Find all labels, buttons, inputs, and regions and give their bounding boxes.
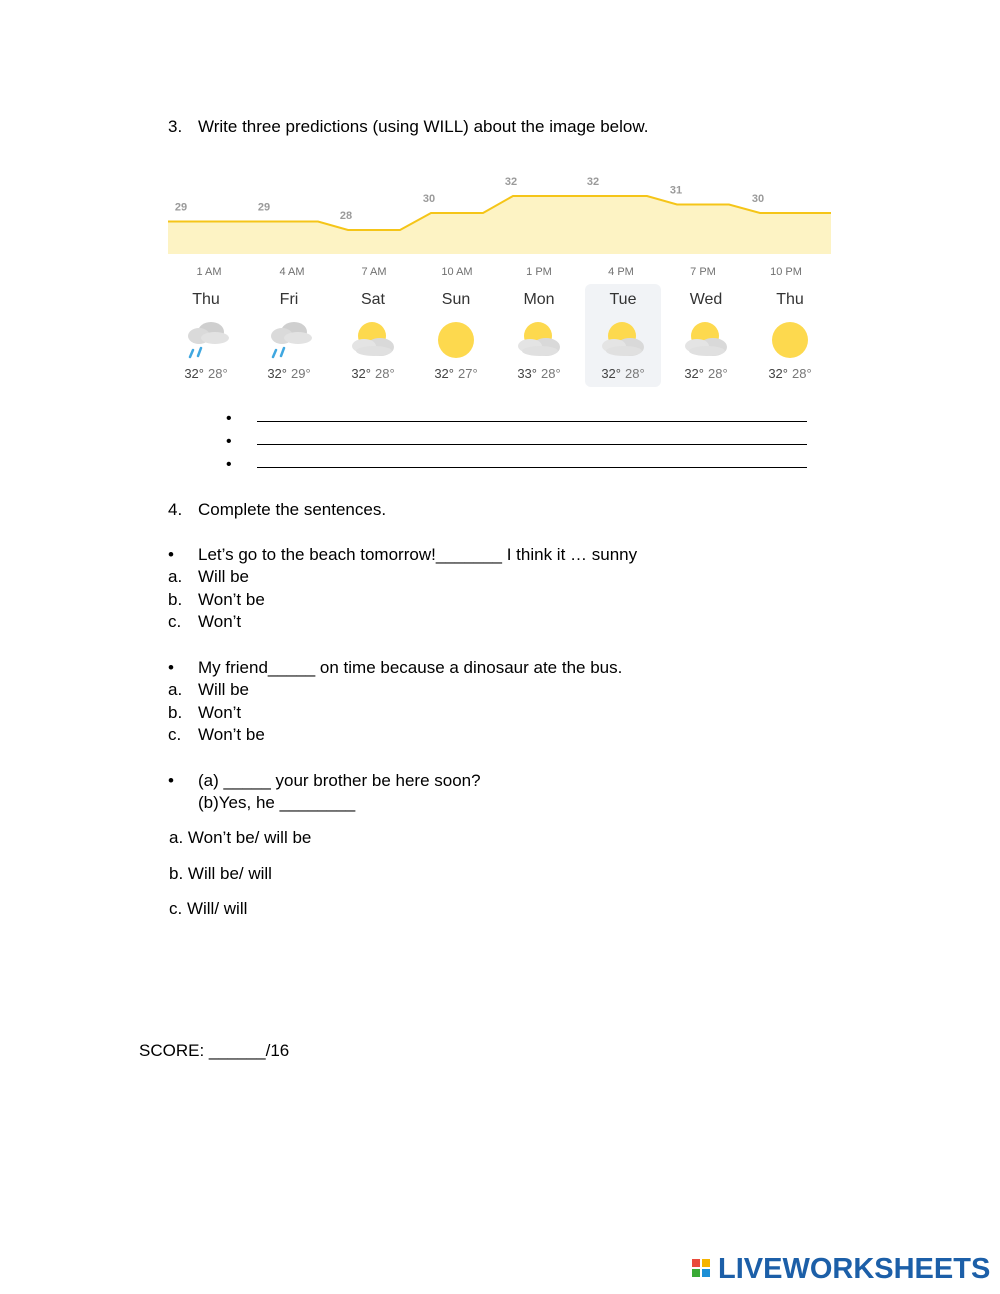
bullet: • — [226, 410, 232, 427]
temperature-label: 32 — [586, 176, 600, 188]
bullet: • — [226, 456, 232, 473]
option-2a[interactable]: Will be — [198, 680, 250, 699]
hour-label: 10 PM — [770, 266, 802, 278]
day-temperatures — [418, 366, 494, 381]
forecast-day-mon — [501, 284, 577, 387]
temperature-label: 28 — [339, 210, 353, 222]
day-name: Wed — [689, 291, 723, 308]
low-temperature: 28° — [792, 366, 812, 381]
hourly-temperature-chart — [168, 170, 831, 260]
question-4-number: 4. — [168, 500, 183, 519]
answer-line[interactable] — [257, 421, 807, 422]
forecast-day-sat — [335, 284, 411, 387]
hour-label: 1 PM — [526, 266, 552, 278]
low-temperature: 29° — [291, 366, 311, 381]
option-2b[interactable]: Won’t — [198, 703, 242, 722]
temperature-label: 30 — [422, 193, 436, 205]
bullet: • — [168, 545, 174, 564]
logo-square — [692, 1259, 700, 1267]
temperature-label: 31 — [669, 184, 683, 197]
option-letter: b. — [168, 590, 183, 609]
option-1a[interactable]: Will be — [198, 567, 250, 586]
logo-square — [702, 1269, 710, 1277]
forecast-day-thu — [752, 284, 828, 387]
day-temperatures — [501, 366, 577, 381]
score-line: SCORE: ______/16 — [139, 1041, 290, 1060]
option-letter: b. — [168, 703, 183, 722]
high-temperature: 33° — [517, 366, 537, 381]
hour-label: 7 AM — [361, 266, 387, 278]
hour-label: 4 PM — [608, 266, 634, 278]
option-letter: a. — [168, 567, 183, 586]
answer-line[interactable] — [257, 444, 807, 445]
hour-label: 10 AM — [441, 266, 473, 278]
option-3c[interactable]: c. Will/ will — [169, 899, 248, 918]
rain-cloud-icon — [264, 318, 314, 362]
high-temperature: 32° — [768, 366, 788, 381]
day-name: Sun — [441, 291, 471, 308]
high-temperature: 32° — [601, 366, 621, 381]
logo-square — [692, 1269, 700, 1277]
hour-label: 4 AM — [279, 266, 305, 278]
option-3b[interactable]: b. Will be/ will — [169, 864, 272, 883]
sentence-3-answer: (b)Yes, he ________ — [198, 793, 356, 812]
partly-cloudy-icon — [348, 318, 398, 362]
low-temperature: 28° — [541, 366, 561, 381]
day-name: Thu — [776, 291, 804, 308]
day-name: Mon — [523, 291, 555, 308]
low-temperature: 27° — [458, 366, 478, 381]
forecast-day-sun — [418, 284, 494, 387]
partly-cloudy-icon — [598, 318, 648, 362]
question-4-prompt: Complete the sentences. — [198, 500, 387, 519]
bullet: • — [168, 771, 174, 790]
day-name: Tue — [609, 291, 637, 308]
bullet: • — [226, 433, 232, 450]
day-name: Fri — [279, 291, 299, 308]
temperature-label: 32 — [504, 176, 518, 188]
forecast-day-wed — [668, 284, 744, 387]
option-3a[interactable]: a. Won’t be/ will be — [169, 828, 312, 847]
day-temperatures — [251, 366, 327, 381]
temperature-label: 29 — [257, 201, 271, 214]
sun-icon — [431, 318, 481, 362]
forecast-day-fri — [251, 284, 327, 387]
high-temperature: 32° — [267, 366, 287, 381]
logo-square — [702, 1259, 710, 1267]
option-1b[interactable]: Won’t be — [198, 590, 265, 609]
day-temperatures — [335, 366, 411, 381]
option-letter: a. — [168, 680, 183, 699]
weather-forecast-image — [168, 170, 831, 392]
sentence-1: Let’s go to the beach tomorrow!_______ I think it … sunny — [198, 545, 638, 564]
bullet: • — [168, 658, 174, 677]
high-temperature: 32° — [434, 366, 454, 381]
option-2c[interactable]: Won’t be — [198, 725, 265, 744]
sentence-2: My friend_____ on time because a dinosaur ate the bus. — [198, 658, 623, 677]
option-letter: c. — [168, 612, 182, 631]
day-temperatures — [752, 366, 828, 381]
forecast-day-thu — [168, 284, 244, 387]
low-temperature: 28° — [625, 366, 645, 381]
day-temperatures — [168, 366, 244, 381]
logo-text: LIVEWORKSHEETS — [718, 1253, 991, 1285]
option-1c[interactable]: Won’t — [198, 612, 242, 631]
high-temperature: 32° — [184, 366, 204, 381]
hour-label: 7 PM — [690, 266, 716, 278]
day-temperatures — [585, 366, 661, 381]
high-temperature: 32° — [684, 366, 704, 381]
partly-cloudy-icon — [514, 318, 564, 362]
question-3-number: 3. — [168, 117, 183, 136]
sentence-3-question: (a) _____ your brother be here soon? — [198, 771, 481, 790]
low-temperature: 28° — [375, 366, 395, 381]
answer-line[interactable] — [257, 467, 807, 468]
rain-cloud-icon — [181, 318, 231, 362]
partly-cloudy-icon — [681, 318, 731, 362]
day-name: Sat — [360, 291, 385, 308]
day-name: Thu — [192, 291, 220, 308]
hour-label: 1 AM — [196, 266, 222, 278]
temperature-label: 30 — [751, 193, 765, 205]
sun-icon — [765, 318, 815, 362]
question-3-prompt: Write three predictions (using WILL) about the image below. — [198, 117, 649, 136]
temperature-label: 29 — [174, 201, 188, 214]
low-temperature: 28° — [708, 366, 728, 381]
option-letter: c. — [168, 725, 182, 744]
low-temperature: 28° — [208, 366, 228, 381]
day-temperatures — [668, 366, 744, 381]
high-temperature: 32° — [351, 366, 371, 381]
forecast-day-tue — [585, 284, 661, 387]
